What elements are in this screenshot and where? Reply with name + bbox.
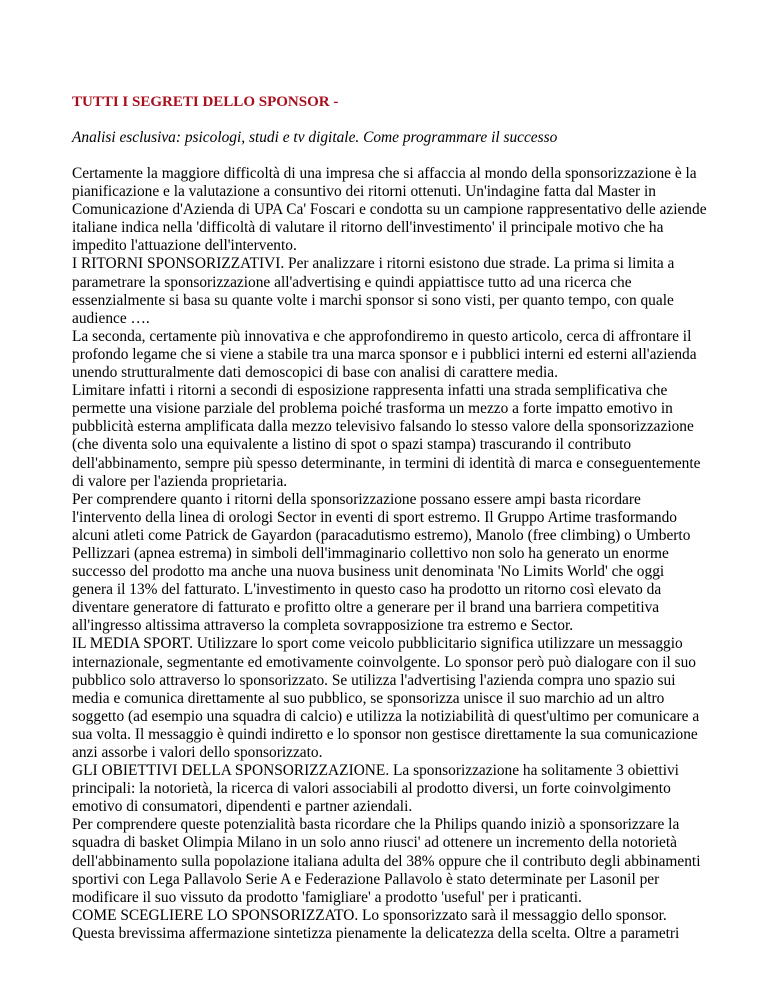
paragraph: Certamente la maggiore difficoltà di una impresa che si affaccia al mondo della sponsorizzazione è la pianificazione e la valutazione a consuntivo dei ritorni ottenuti. Un'indagine fatta dal Master in Comunicazione d'Azienda di UPA Ca' Foscari e condotta su un campione rappresentativo delle aziende italiane indica nella 'difficoltà di valutare il ritorno dell'investimento' il principale motivo che ha impedito l'attuazione dell'intervento. <box>72 165 707 255</box>
article-title: TUTTI I SEGRETI DELLO SPONSOR - <box>72 94 339 110</box>
paragraph: Per comprendere quanto i ritorni della sponsorizzazione possano essere ampi basta ricordare l'intervento della linea di orologi Sector in eventi di sport estremo. Il Gruppo Artime trasformando alcuni atleti come Patrick de Gayardon (paracadutismo estremo), Manolo (free climbing) o Umberto Pellizzari (apnea estrema) in simboli dell'immaginario collettivo non solo ha generato un enorme successo del prodotto ma anche una nuova business unit denominata 'No Limits World' che oggi genera il 13% del fatturato. L'investimento in questo caso ha prodotto un ritorno così elevato da diventare generatore di fatturato e profitto oltre a generare per il brand una barriera competitiva all'ingresso altissima attraverso la completa sovrapposizione tra estremo e Sector. <box>72 490 691 635</box>
paragraph: Limitare infatti i ritorni a secondi di esposizione rappresenta infatti una strada semplificativa che permette una visione parziale del problema poiché trasforma un mezzo a forte impatto emotivo in pubblicità esterna amplificata dalla mezzo televisivo falsando lo stesso valore della sponsorizzazione (che diventa solo una equivalente a listino di spot o spazi stampa) trascurando il contributo dell'abbinamento, sempre più spesso determinante, in termini di identità di marca e conseguentemente di valore per l'azienda proprietaria. <box>72 382 701 490</box>
paragraph: COME SCEGLIERE LO SPONSORIZZATO. Lo sponsorizzato sarà il messaggio dello sponsor. Questa brevissima affermazione sintetizza pienamente la delicatezza della scelta. Oltre a parametri <box>72 906 680 942</box>
paragraph: La seconda, certamente più innovativa e che approfondiremo in questo articolo, cerca di affrontare il profondo legame che si viene a stabile tra una marca sponsor e i pubblici interni ed esterni all'azienda unendo strutturalmente dati demoscopici di base con analisi di carattere media. <box>72 327 697 382</box>
article-body <box>72 165 708 943</box>
paragraph: GLI OBIETTIVI DELLA SPONSORIZZAZIONE. La sponsorizzazione ha solitamente 3 obiettivi principali: la notorietà, la ricerca di valori associabili al prodotto diversi, un forte coinvolgimento emotivo di consumatori, dipendenti e partner aziendali. <box>72 762 679 816</box>
paragraph: I RITORNI SPONSORIZZATIVI. Per analizzare i ritorni esistono due strade. La prima si limita a parametrare la sponsorizzazione all'advertising e quindi appiattisce tutto ad una ricerca che essenzialmente si basa su quante volte i marchi sponsor si sono visti, per quanto tempo, con quale audience …. <box>72 255 675 327</box>
article-subtitle: Analisi esclusiva: psicologi, studi e tv digitale. Come programmare il successo <box>72 129 558 146</box>
paragraph: IL MEDIA SPORT. Utilizzare lo sport come veicolo pubblicitario significa utilizzare un messaggio internazionale, segmentante ed emotivamente coinvolgente. Lo sponsor però può dialogare con il suo pubblico solo attraverso lo sponsorizzato. Se utilizza l'advertising l'azienda compra uno spazio sui media e comunica direttamente al suo pubblico, se sponsorizza unisce il suo marchio ad un altro soggetto (ad esempio una squadra di calcio) e utilizza la notiziabilità di quest'ultimo per comunicare a sua volta. Il messaggio è quindi indiretto e lo sponsor non gestisce direttamente la sua comunicazione anzi assorbe i valori dello sponsorizzato. <box>72 635 700 761</box>
paragraph: Per comprendere queste potenzialità basta ricordare che la Philips quando iniziò a sponsorizzare la squadra di basket Olimpia Milano in un solo anno riusci' ad ottenere un incremento della notorietà dell'abbinamento sulla popolazione italiana adulta del 38% oppure che il contributo degli abbinamenti sportivi con Lega Pallavolo Serie A e Federazione Pallavolo è stato determinate per Lasonil per modificare il suo vissuto da prodotto 'famigliare' a prodotto 'useful' per i praticanti. <box>72 816 701 906</box>
